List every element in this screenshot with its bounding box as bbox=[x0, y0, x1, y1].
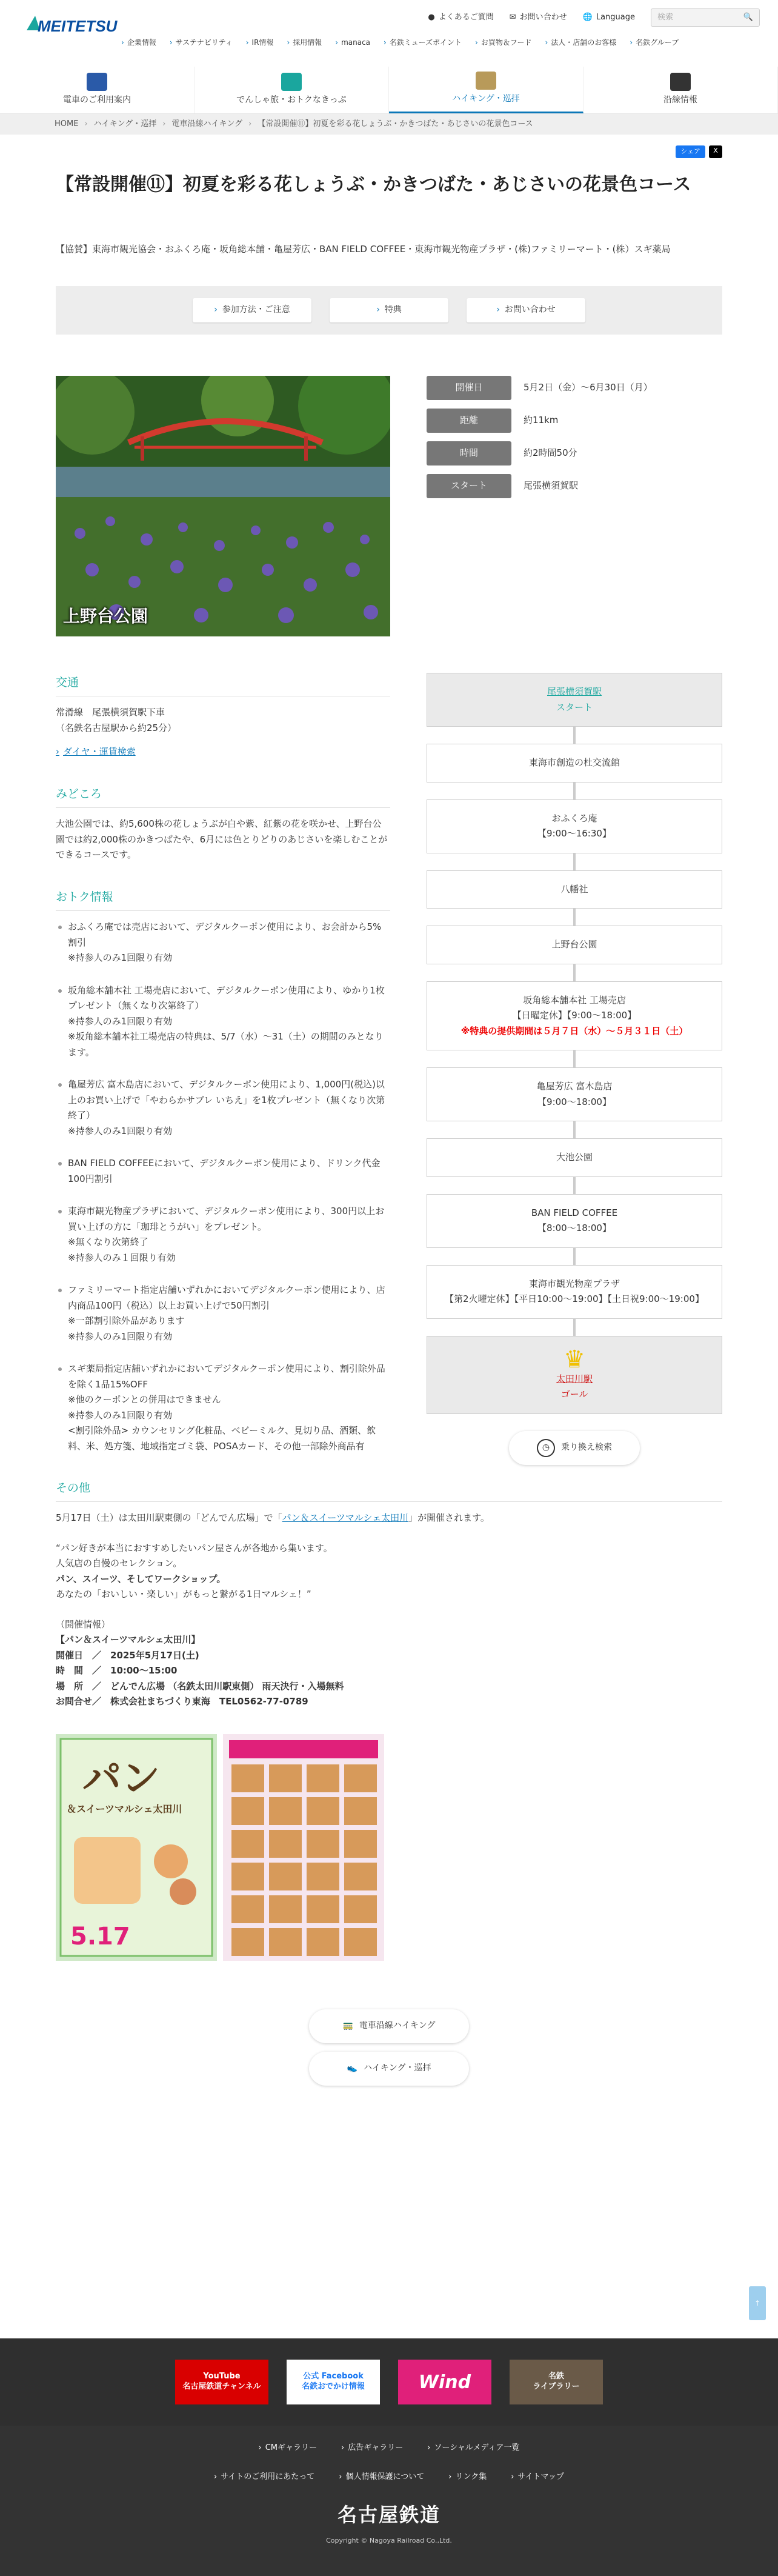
ticket-icon bbox=[281, 73, 302, 91]
search-icon[interactable]: 🔍 bbox=[743, 12, 753, 22]
stop-name[interactable]: 尾張横須賀駅 bbox=[547, 686, 602, 698]
global-nav bbox=[0, 67, 778, 114]
subnav-item[interactable]: › 企業情報 bbox=[121, 36, 156, 48]
stop-name: 八幡社 bbox=[560, 883, 588, 895]
breadcrumb-line-hiking[interactable]: 電車沿線ハイキング bbox=[171, 119, 243, 128]
poster-subtitle: ＆スイーツマルシェ太田川 bbox=[67, 1803, 182, 1815]
wind-banner[interactable]: Wind bbox=[398, 2360, 491, 2404]
course-info bbox=[427, 376, 722, 636]
footer-logo: 名古屋鉄道 bbox=[337, 2503, 441, 2527]
access-section bbox=[56, 673, 390, 760]
x-share-button[interactable]: X bbox=[709, 145, 722, 158]
route-stop bbox=[427, 926, 722, 964]
access-heading: 交通 bbox=[56, 673, 390, 696]
tab-contact[interactable]: › お問い合わせ bbox=[467, 298, 585, 322]
hiking-button[interactable]: 👟 ハイキング・巡拝 bbox=[309, 2052, 469, 2086]
tab-benefits[interactable]: › 特典 bbox=[330, 298, 448, 322]
footer bbox=[0, 2426, 778, 2576]
stop-sub: 【日曜定休】【9:00〜18:00】 bbox=[512, 1010, 637, 1021]
corporate-subnav bbox=[121, 36, 760, 48]
train-icon: 🚃 bbox=[342, 2020, 353, 2030]
crown-icon: ♛ bbox=[564, 1345, 585, 1373]
info-label: 開催日 bbox=[427, 376, 511, 400]
deal-item: 坂角総本舗本社 工場売店において、デジタルクーポン使用により、ゆかり1枚プレゼント（無くなり次第終了） ※持参人のみ1回限り有効 ※坂角総本舗本社工場売店の特典は、5/7（水）〜31（土）の期間のみとなります。 bbox=[56, 983, 390, 1061]
route-stop-goal bbox=[427, 1336, 722, 1414]
highlight-heading: みどころ bbox=[56, 784, 390, 808]
stop-name: 東海市創造の杜交流館 bbox=[528, 757, 620, 769]
gnav-trip-tickets[interactable]: でんしゃ旅・おトクなきっぷ bbox=[194, 67, 389, 113]
stop-sub: スタート bbox=[556, 701, 593, 713]
train-icon bbox=[87, 73, 107, 91]
tab-participation[interactable]: › 参加方法・ご注意 bbox=[193, 298, 311, 322]
subnav-item[interactable]: › manaca bbox=[335, 36, 370, 48]
banner-area bbox=[0, 2338, 778, 2426]
info-value: 5月2日（金）〜6月30日（月） bbox=[524, 382, 653, 393]
route-stop bbox=[427, 981, 722, 1051]
page-top-button[interactable]: ↑ bbox=[749, 2286, 766, 2320]
footer-link[interactable]: › 個人情報保護について bbox=[339, 2471, 424, 2484]
library-banner[interactable]: 名鉄 ライブラリー bbox=[510, 2360, 603, 2404]
stop-name: 亀屋芳広 富木島店 bbox=[536, 1081, 613, 1092]
footer-link[interactable]: › サイトマップ bbox=[511, 2471, 564, 2484]
info-label: スタート bbox=[427, 474, 511, 498]
clock-icon: ◷ bbox=[537, 1439, 555, 1457]
route-stop bbox=[427, 799, 722, 853]
contact-link[interactable]: ✉ お問い合わせ bbox=[509, 12, 567, 22]
page-title: 【常設開催⑪】初夏を彩る花しょうぶ・かきつばた・あじさいの花景色コース bbox=[56, 173, 691, 195]
poster-title: パン bbox=[82, 1756, 160, 1801]
footer-link[interactable]: › CMギャラリー bbox=[259, 2441, 318, 2455]
castle-icon bbox=[670, 73, 691, 91]
search-input[interactable]: 検索 🔍 bbox=[651, 8, 760, 27]
subnav-item[interactable]: › 名鉄グループ bbox=[630, 36, 679, 48]
info-value: 約2時間50分 bbox=[524, 447, 577, 459]
anchor-tabs bbox=[56, 286, 722, 335]
breadcrumb-home[interactable]: HOME bbox=[55, 119, 79, 128]
footer-links-2 bbox=[0, 2471, 778, 2484]
marche-poster-front[interactable] bbox=[56, 1734, 217, 1961]
deal-item: スギ薬局指定店舗いずれかにおいてデジタルクーポン使用により、割引除外品を除く1品15%OFF ※他のクーポンとの併用はできません ※持参人のみ1回限り有効 <割引除外品> カウンセリング化粧品、ベビーミルク、見切り品、酒類、飲料、米、処方箋、地域指定ゴミ袋、POSAカード、その他一部除外商品有 bbox=[56, 1361, 390, 1454]
transfer-search-button[interactable]: ◷ 乗り換え検索 bbox=[509, 1431, 640, 1465]
hiking-shoes-icon bbox=[476, 72, 496, 90]
copyright: Copyright © Nagoya Railroad Co.,Ltd. bbox=[326, 2536, 452, 2544]
other-heading: その他 bbox=[56, 1478, 722, 1502]
deals-section bbox=[56, 887, 390, 1454]
deal-item: 亀屋芳広 富木島店において、デジタルクーポン使用により、1,000円(税込)以上のお買い上げで「やわらかサブレ いちえ」を1枚プレゼント（無くなり次第終了） ※持参人のみ1回限り有効 bbox=[56, 1077, 390, 1139]
gnav-train-guide[interactable]: 電車のご利用案内 bbox=[0, 67, 194, 113]
share-buttons bbox=[56, 145, 722, 158]
route-stop bbox=[427, 870, 722, 909]
info-label: 時間 bbox=[427, 441, 511, 465]
timetable-link[interactable]: › ダイヤ・運賃検索 bbox=[56, 744, 136, 760]
meitetsu-logo[interactable] bbox=[24, 12, 127, 39]
stop-name[interactable]: 太田川駅 bbox=[556, 1373, 593, 1384]
deal-item: BAN FIELD COFFEEにおいて、デジタルクーポン使用により、ドリンク代金100円割引 bbox=[56, 1156, 390, 1187]
route-stop bbox=[427, 1265, 722, 1319]
deals-heading: おトク情報 bbox=[56, 887, 390, 911]
stop-sub: 【第2火曜定休】【平日10:00〜19:00】【土日祝9:00〜19:00】 bbox=[445, 1293, 704, 1305]
stop-sub: 【9:00〜18:00】 bbox=[537, 1096, 611, 1107]
subnav-item[interactable]: › 法人・店舗のお客様 bbox=[545, 36, 616, 48]
photo-caption: 上野台公園 bbox=[63, 606, 148, 626]
route-stop bbox=[427, 744, 722, 782]
hiking-shoes-icon: 👟 bbox=[347, 2063, 357, 2073]
breadcrumb-current: 【常設開催⑪】初夏を彩る花しょうぶ・かきつばた・あじさいの花景色コース bbox=[258, 119, 533, 128]
route-stop-start bbox=[427, 673, 722, 727]
line-hiking-button[interactable]: 🚃 電車沿線ハイキング bbox=[309, 2009, 469, 2043]
stop-name: おふくろ庵 bbox=[551, 812, 597, 824]
footer-link[interactable]: › リンク集 bbox=[448, 2471, 487, 2484]
route-map bbox=[427, 673, 722, 1414]
access-text: 常滑線 尾張横須賀駅下車 （名鉄名古屋駅から約25分） bbox=[56, 707, 177, 733]
related-buttons bbox=[56, 2009, 722, 2086]
marche-poster-back[interactable] bbox=[223, 1734, 384, 1961]
subnav-item[interactable]: › サステナビリティ bbox=[170, 36, 233, 48]
course-photo bbox=[56, 376, 390, 636]
route-stop bbox=[427, 1138, 722, 1177]
deal-item: ファミリーマート指定店舗いずれかにおいてデジタルクーポン使用により、店内商品100円（税込）以上お買い上げで50円割引 ※一部割引除外品があります ※持参人のみ1回限り有効 bbox=[56, 1283, 390, 1344]
facebook-banner[interactable]: 公式 Facebook 名鉄おでかけ情報 bbox=[287, 2360, 380, 2404]
footer-link[interactable]: › 広告ギャラリー bbox=[341, 2441, 403, 2455]
stop-sub: ゴール bbox=[560, 1389, 588, 1400]
gnav-hiking[interactable]: ハイキング・巡拝 bbox=[389, 67, 584, 113]
stop-name: 大池公園 bbox=[556, 1152, 593, 1163]
stop-name: 東海市観光物産プラザ bbox=[528, 1278, 620, 1289]
deal-item: 東海市観光物産プラザにおいて、デジタルクーポン使用により、300円以上お買い上げの方に「珈琲とうがい」をプレゼント。 ※無くなり次第終了 ※持参人のみ１回限り有効 bbox=[56, 1204, 390, 1266]
stop-note: ※特典の提供期間は５月７日（水）〜５月３１日（土） bbox=[460, 1025, 688, 1036]
marche-link[interactable]: パン＆スイーツマルシェ太田川 bbox=[282, 1512, 409, 1524]
svg-text:MEITETSU: MEITETSU bbox=[38, 17, 118, 35]
info-label: 距離 bbox=[427, 409, 511, 433]
sponsors: 【協賛】東海市観光協会・おふくろ庵・坂角総本舗・亀屋芳広・BAN FIELD COFFEE・東海市観光物産プラザ・(株)ファミリーマート・(株）スギ薬局 bbox=[56, 243, 671, 255]
info-value: 尾張横須賀駅 bbox=[524, 480, 579, 492]
stop-name: BAN FIELD COFFEE bbox=[531, 1207, 618, 1218]
route-stop bbox=[427, 1194, 722, 1248]
stop-name: 上野台公園 bbox=[551, 939, 597, 950]
other-section: その他 5月17日（土）は太田川駅東側の「どんでん広場」で「パン＆スイーツマルシェ太田川」が開催されます。 “パン好きが本当におすすめしたいパン屋さんが各地から集います。 人気店の自慢のセレクション。 パン、スイーツ、そしてワークショップ。 あなたの「おいしい・楽しい」がもっと繋がる1日マルシェ！” （開催情報） 【パン＆スイーツマルシェ太田川】 開催日 ／ 2025年5月17日(土) 時 間 ／ 10:00〜15:00 場 所 ／ どんでん広場 （名鉄太田川駅東側） 雨天決行・入場無料 お問合せ／ 株式会社まちづくり東海 TEL0562-77-0789 パン ＆スイーツマルシェ太田川 5.17 bbox=[56, 1478, 722, 1961]
deal-item: おふくろ庵では売店において、デジタルクーポン使用により、お会計から5%割引 ※持参人のみ1回限り有効 bbox=[56, 919, 390, 966]
footer-link[interactable]: › ソーシャルメディア一覧 bbox=[427, 2441, 519, 2455]
breadcrumb-hiking[interactable]: ハイキング・巡拝 bbox=[93, 119, 157, 128]
marche-posters bbox=[56, 1734, 722, 1961]
stop-name: 坂角総本舗本社 工場売店 bbox=[523, 994, 626, 1006]
highlight-section bbox=[56, 784, 390, 863]
stop-sub: 【9:00〜16:30】 bbox=[537, 828, 611, 839]
language-link[interactable]: 🌐 Language bbox=[582, 12, 635, 22]
utility-nav bbox=[428, 8, 760, 27]
gnav-area-info[interactable]: 沿線情報 bbox=[584, 67, 778, 113]
info-value: 約11km bbox=[524, 415, 559, 426]
header bbox=[0, 0, 778, 67]
poster-date: 5.17 bbox=[70, 1922, 130, 1950]
breadcrumb: HOME › ハイキング・巡拝 › 電車沿線ハイキング › 【常設開催⑪】初夏を彩る花しょうぶ・かきつばた・あじさいの花景色コース bbox=[0, 114, 778, 135]
footer-links bbox=[0, 2441, 778, 2455]
subnav-item[interactable]: › IR情報 bbox=[246, 36, 274, 48]
facebook-share-button[interactable]: シェア bbox=[676, 145, 705, 158]
stop-sub: 【8:00〜18:00】 bbox=[537, 1223, 611, 1234]
route-stop bbox=[427, 1067, 722, 1121]
highlight-text: 大池公園では、約5,600株の花しょうぶが白や紫、紅紫の花を咲かせ、上野台公園では約2,000株のかきつばたや、6月には色とりどりのあじさいを楽しむことができるコースです。 bbox=[56, 818, 388, 861]
faq-link[interactable]: ● よくあるご質問 bbox=[428, 12, 494, 22]
subnav-item[interactable]: › 名鉄ミューズポイント bbox=[384, 36, 462, 48]
subnav-item[interactable]: › お買物＆フード bbox=[475, 36, 531, 48]
subnav-item[interactable]: › 採用情報 bbox=[287, 36, 322, 48]
youtube-banner[interactable]: YouTube 名古屋鉄道チャンネル bbox=[175, 2360, 268, 2404]
footer-link[interactable]: › サイトのご利用にあたって bbox=[214, 2471, 314, 2484]
